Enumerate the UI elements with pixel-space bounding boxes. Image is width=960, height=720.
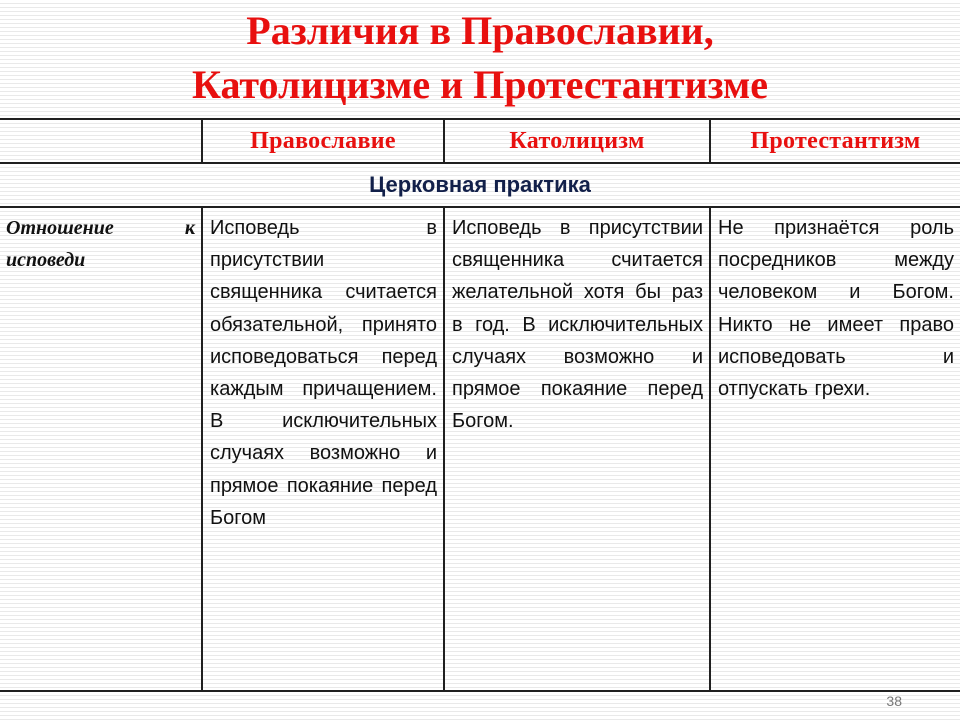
cell-protestantism: Не признаётся роль посредников между человеком и Богом. Никто не имеет право исповедовать и отпускать грехи.: [710, 207, 960, 691]
page-number: 38: [886, 693, 902, 709]
cell-catholicism: Исповедь в присутствии священника считается желательной хотя бы раз в год. В исключительных случаях возможно и прямое покаяние перед Богом.: [444, 207, 710, 691]
cell-orthodoxy: Исповедь в присутствии священника считается обязательной, принято исповедоваться перед каждым причащением. В исключительных случаях возможно и прямое покаяние перед Богом: [202, 207, 444, 691]
slide-title: [0, 4, 960, 112]
slide-title-line-1: Различия в Православии,: [246, 8, 714, 53]
table-header-row: [0, 119, 960, 163]
section-title: Церковная практика: [0, 163, 960, 207]
header-empty-cell: [0, 119, 202, 163]
section-row: [0, 163, 960, 207]
comparison-table: [0, 118, 960, 692]
slide-title-line-2: Католицизме и Протестантизме: [191, 62, 769, 107]
header-orthodoxy: Православие: [202, 119, 444, 163]
header-protestantism: Протестантизм: [710, 119, 960, 163]
header-catholicism: Католицизм: [444, 119, 710, 163]
row-aspect-label: Отношение к исповеди: [0, 207, 202, 691]
table-row: [0, 207, 960, 691]
